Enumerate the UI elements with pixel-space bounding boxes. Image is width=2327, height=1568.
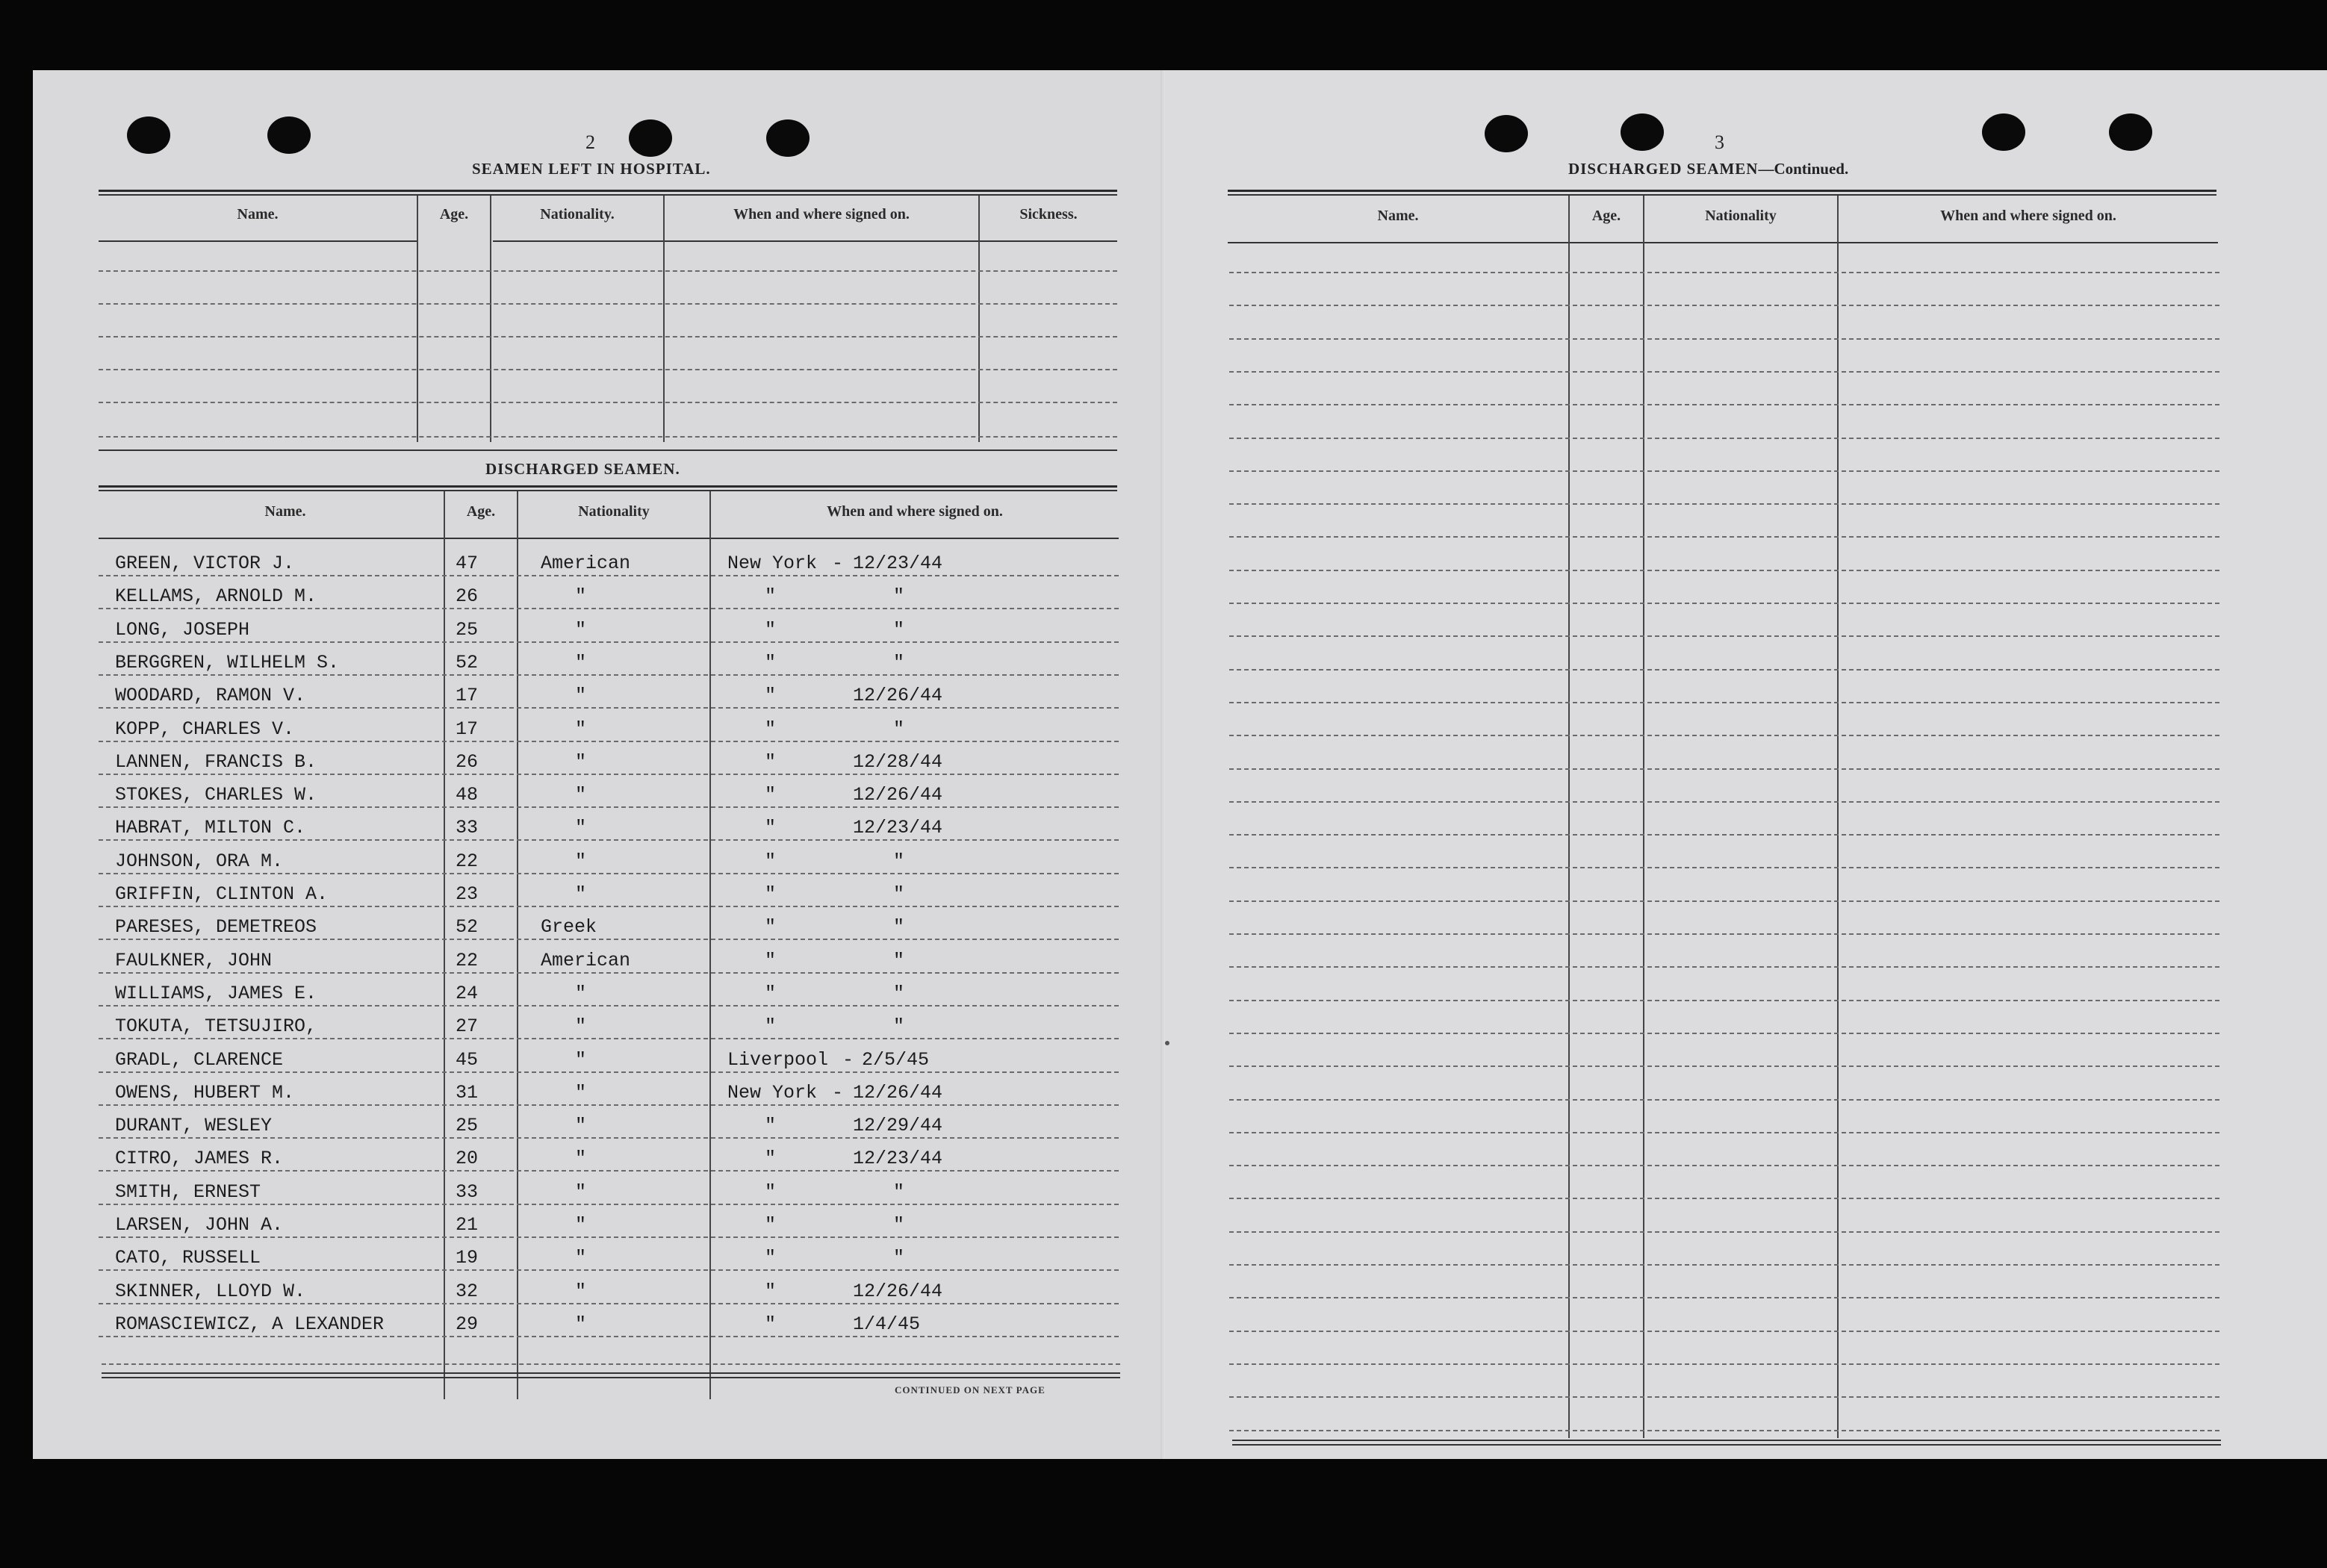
row-line: [99, 774, 1119, 775]
column-divider: [978, 196, 980, 442]
row-line: [99, 641, 1119, 643]
signed-on-date: 12/28/44: [853, 750, 943, 773]
seaman-age: 33: [456, 817, 479, 839]
seaman-name: BERGGREN, WILHELM S.: [115, 651, 340, 673]
seaman-nationality: ": [575, 850, 587, 872]
seaman-name: DURANT, WESLEY: [115, 1115, 273, 1137]
row-line: [99, 1071, 1119, 1073]
column-header-name: Name.: [264, 503, 306, 520]
signed-on-place: New York: [727, 553, 818, 574]
seaman-name: KELLAMS, ARNOLD M.: [115, 585, 317, 608]
header-underline: [493, 240, 1117, 242]
row-line: [99, 839, 1119, 841]
signed-on-separator: -: [832, 1081, 844, 1104]
rule: [99, 449, 1117, 451]
signed-on-place: ": [765, 784, 777, 806]
signed-on-place: ": [765, 982, 777, 1004]
punch-hole: [1485, 115, 1528, 152]
signed-on-date: ": [893, 718, 905, 740]
empty-row-line: [1229, 735, 2219, 736]
signed-on-place: ": [765, 1015, 777, 1038]
table-row: [33, 1208, 1164, 1241]
signed-on-date: 12/26/44: [853, 1280, 943, 1302]
column-header-age: Age.: [466, 503, 496, 520]
ledger-spread: [33, 70, 2327, 1459]
seaman-age: 19: [456, 1247, 479, 1269]
table-row: [33, 1275, 1164, 1307]
table-row: [33, 778, 1164, 811]
row-line: [99, 1303, 1119, 1304]
column-header-name: Name.: [1377, 208, 1419, 224]
punch-hole: [766, 119, 810, 157]
row-line: [99, 608, 1119, 609]
table-row: [33, 811, 1164, 844]
seaman-age: 52: [456, 651, 479, 673]
seaman-name: FAULKNER, JOHN: [115, 949, 273, 971]
signed-on-place: ": [765, 916, 777, 939]
empty-row-line: [1229, 1000, 2219, 1001]
seaman-nationality: ": [575, 1247, 587, 1269]
seaman-name: SKINNER, LLOYD W.: [115, 1280, 306, 1302]
table-row: [33, 1175, 1164, 1208]
seaman-name: GRIFFIN, CLINTON A.: [115, 883, 329, 905]
seaman-age: 52: [456, 916, 479, 939]
signed-on-place: ": [765, 618, 777, 641]
row-line: [99, 741, 1119, 742]
seaman-age: 17: [456, 685, 479, 707]
empty-row-line: [1229, 438, 2219, 439]
seaman-age: 29: [456, 1313, 479, 1335]
hospital-section-title: SEAMEN LEFT IN HOSPITAL.: [472, 160, 711, 178]
column-divider: [490, 196, 491, 442]
signed-on-date: ": [893, 883, 905, 905]
seaman-name: WILLIAMS, JAMES E.: [115, 982, 317, 1004]
seaman-nationality: ": [575, 1280, 587, 1302]
table-row: [33, 1307, 1164, 1340]
seaman-nationality: ": [575, 784, 587, 806]
seaman-age: 33: [456, 1180, 479, 1203]
page-number: 3: [1715, 131, 1724, 153]
seaman-nationality: ": [575, 1081, 587, 1104]
empty-row-line: [1229, 272, 2219, 273]
table-row: [33, 1142, 1164, 1175]
signed-on-date: ": [893, 949, 905, 971]
empty-row-line: [99, 402, 1117, 403]
seaman-name: LARSEN, JOHN A.: [115, 1214, 284, 1236]
signed-on-place: ": [765, 949, 777, 971]
table-row: [33, 745, 1164, 778]
empty-row-line: [1229, 536, 2219, 538]
column-header-age: Age.: [439, 206, 469, 223]
empty-row-line: [1229, 966, 2219, 968]
header-underline: [99, 538, 1119, 539]
signed-on-date: ": [893, 916, 905, 939]
seaman-name: SMITH, ERNEST: [115, 1180, 261, 1203]
signed-on-date: ": [893, 850, 905, 872]
signed-on-date: 12/23/44: [853, 817, 943, 839]
signed-on-date: 12/26/44: [853, 784, 943, 806]
seaman-nationality: ": [575, 1115, 587, 1137]
seaman-name: JOHNSON, ORA M.: [115, 850, 284, 872]
empty-row-line: [1229, 1132, 2219, 1133]
seaman-name: ROMASCIEWICZ, A LEXANDER: [115, 1313, 385, 1335]
table-row: [33, 547, 1164, 579]
paper-speck: [1165, 1041, 1169, 1045]
column-divider: [417, 196, 418, 442]
seaman-age: 27: [456, 1015, 479, 1038]
column-header-nationality: Nationality.: [540, 206, 615, 223]
rule: [1228, 194, 2216, 196]
seaman-nationality: American: [541, 553, 631, 574]
seaman-nationality: ": [575, 1015, 587, 1038]
table-row: [33, 877, 1164, 910]
signed-on-date: 12/29/44: [853, 1115, 943, 1137]
seaman-nationality: ": [575, 1214, 587, 1236]
seaman-nationality: ": [575, 685, 587, 707]
empty-row-line: [1229, 900, 2219, 902]
seaman-age: 22: [456, 949, 479, 971]
signed-on-place: ": [765, 1313, 777, 1335]
empty-row-line: [1229, 834, 2219, 836]
column-header-nationality: Nationality: [578, 503, 650, 520]
table-row: [33, 712, 1164, 745]
rule: [1228, 190, 2216, 192]
table-row: [33, 579, 1164, 612]
signed-on-date: ": [893, 1015, 905, 1038]
signed-on-place: ": [765, 585, 777, 608]
seaman-age: 26: [456, 585, 479, 608]
seaman-name: KOPP, CHARLES V.: [115, 718, 295, 740]
rule: [1232, 1444, 2221, 1446]
seaman-nationality: ": [575, 585, 587, 608]
title-suffix: —Continued.: [1758, 160, 1849, 178]
column-divider: [663, 196, 665, 442]
empty-row-line: [1229, 1430, 2219, 1431]
seaman-age: 24: [456, 982, 479, 1004]
empty-row-line: [1229, 702, 2219, 703]
empty-row-line: [1229, 1065, 2219, 1067]
seaman-nationality: ": [575, 618, 587, 641]
seaman-age: 26: [456, 750, 479, 773]
empty-row-line: [1229, 570, 2219, 571]
seaman-age: 21: [456, 1214, 479, 1236]
column-divider: [1568, 196, 1570, 1438]
table-row: [33, 1076, 1164, 1109]
row-line: [99, 972, 1119, 974]
table-row: [33, 944, 1164, 977]
punch-hole: [127, 116, 170, 154]
seaman-nationality: ": [575, 1313, 587, 1335]
seaman-nationality: ": [575, 883, 587, 905]
seaman-age: 22: [456, 850, 479, 872]
seaman-age: 25: [456, 1115, 479, 1137]
empty-row-line: [1229, 669, 2219, 671]
empty-row-line: [1229, 603, 2219, 604]
empty-row-line: [99, 369, 1117, 370]
signed-on-date: ": [893, 1247, 905, 1269]
seaman-name: GRADL, CLARENCE: [115, 1048, 284, 1071]
empty-row-line: [1229, 1297, 2219, 1298]
row-line: [99, 1170, 1119, 1172]
empty-row-line: [99, 436, 1117, 438]
empty-row-line: [1229, 1264, 2219, 1266]
seaman-age: 45: [456, 1048, 479, 1071]
signed-on-date: 12/26/44: [853, 685, 943, 707]
table-row: [33, 1043, 1164, 1076]
column-header-nationality: Nationality: [1705, 208, 1777, 224]
rule: [1232, 1440, 2221, 1441]
empty-row-line: [1229, 801, 2219, 803]
row-line: [99, 1204, 1119, 1205]
row-line: [99, 939, 1119, 940]
column-divider: [1837, 196, 1839, 1438]
row-line: [99, 575, 1119, 576]
punch-hole: [267, 116, 311, 154]
signed-on-date: ": [893, 1214, 905, 1236]
seaman-name: HABRAT, MILTON C.: [115, 817, 306, 839]
empty-row-line: [1229, 1363, 2219, 1365]
empty-row-line: [1229, 404, 2219, 405]
seaman-age: 23: [456, 883, 479, 905]
empty-row-line: [1229, 371, 2219, 373]
table-row: [33, 844, 1164, 877]
rule: [102, 1372, 1120, 1374]
seaman-age: 17: [456, 718, 479, 740]
page-number: 2: [585, 131, 595, 153]
row-line: [99, 1236, 1119, 1238]
signed-on-place: ": [765, 1148, 777, 1170]
signed-on-place: ": [765, 651, 777, 673]
signed-on-date: ": [893, 982, 905, 1004]
rule: [99, 190, 1117, 192]
signed-on-date: ": [893, 651, 905, 673]
table-row: [33, 910, 1164, 943]
seaman-name: STOKES, CHARLES W.: [115, 784, 317, 806]
seaman-name: OWENS, HUBERT M.: [115, 1081, 295, 1104]
seaman-name: CATO, RUSSELL: [115, 1247, 261, 1269]
seaman-nationality: ": [575, 1180, 587, 1203]
seaman-name: CITRO, JAMES R.: [115, 1148, 284, 1170]
empty-row-line: [1229, 1165, 2219, 1166]
row-line: [99, 1137, 1119, 1139]
column-header-signed-on: When and where signed on.: [1940, 208, 2116, 224]
seaman-age: 31: [456, 1081, 479, 1104]
empty-row-line: [1229, 305, 2219, 306]
seaman-name: LANNEN, FRANCIS B.: [115, 750, 317, 773]
seaman-age: 20: [456, 1148, 479, 1170]
signed-on-date: ": [893, 618, 905, 641]
rule: [99, 485, 1117, 488]
empty-row-line: [1229, 1099, 2219, 1101]
column-header-signed-on: When and where signed on.: [733, 206, 910, 223]
punch-hole: [2109, 113, 2152, 151]
seaman-age: 25: [456, 618, 479, 641]
empty-row-line: [1229, 1231, 2219, 1233]
signed-on-date: ": [893, 585, 905, 608]
seaman-nationality: ": [575, 1148, 587, 1170]
header-underline: [1228, 242, 2218, 243]
row-line: [99, 674, 1119, 676]
column-header-age: Age.: [1591, 208, 1621, 224]
rule: [102, 1377, 1120, 1378]
seaman-nationality: ": [575, 651, 587, 673]
signed-on-place: ": [765, 1115, 777, 1137]
row-line: [99, 707, 1119, 709]
empty-row-line: [102, 1363, 1120, 1365]
signed-on-place: ": [765, 1280, 777, 1302]
seaman-age: 47: [456, 553, 479, 574]
row-line: [99, 1104, 1119, 1106]
empty-row-line: [1229, 1198, 2219, 1199]
signed-on-date: 12/26/44: [853, 1081, 943, 1104]
seaman-name: LONG, JOSEPH: [115, 618, 250, 641]
table-row: [33, 1109, 1164, 1142]
seaman-nationality: ": [575, 718, 587, 740]
empty-row-line: [1229, 470, 2219, 472]
seaman-age: 32: [456, 1280, 479, 1302]
seaman-nationality: ": [575, 750, 587, 773]
column-header-name: Name.: [237, 206, 279, 223]
right-page: [1165, 70, 2327, 1459]
discharged-section-title: DISCHARGED SEAMEN.: [485, 460, 680, 478]
title-main: DISCHARGED SEAMEN: [1568, 160, 1759, 178]
seaman-nationality: ": [575, 982, 587, 1004]
signed-on-place: New York: [727, 1081, 818, 1104]
row-line: [99, 906, 1119, 907]
signed-on-place: Liverpool: [727, 1048, 829, 1071]
seaman-nationality: ": [575, 817, 587, 839]
signed-on-separator: -: [842, 1048, 854, 1071]
row-line: [99, 1336, 1119, 1337]
column-header-signed-on: When and where signed on.: [827, 503, 1003, 520]
left-page: [33, 70, 1164, 1459]
rule: [99, 490, 1117, 491]
discharged-continued-title: [1568, 160, 1848, 178]
signed-on-separator: -: [832, 553, 844, 574]
signed-on-date: ": [893, 1180, 905, 1203]
table-row: [33, 1241, 1164, 1274]
seaman-nationality: Greek: [541, 916, 597, 939]
seaman-name: GREEN, VICTOR J.: [115, 553, 295, 574]
seaman-name: WOODARD, RAMON V.: [115, 685, 306, 707]
empty-row-line: [1229, 503, 2219, 505]
signed-on-place: ": [765, 685, 777, 707]
column-header-sickness: Sickness.: [1019, 206, 1078, 223]
row-line: [99, 1269, 1119, 1271]
header-underline: [99, 240, 417, 242]
signed-on-place: ": [765, 850, 777, 872]
signed-on-date: 2/5/45: [862, 1048, 930, 1071]
table-row: [33, 679, 1164, 712]
signed-on-place: ": [765, 883, 777, 905]
signed-on-place: ": [765, 750, 777, 773]
table-row: [33, 646, 1164, 679]
seaman-name: PARESES, DEMETREOS: [115, 916, 317, 939]
row-line: [99, 1005, 1119, 1007]
table-row: [33, 613, 1164, 646]
row-line: [99, 873, 1119, 874]
signed-on-place: ": [765, 817, 777, 839]
seaman-name: TOKUTA, TETSUJIRO,: [115, 1015, 317, 1038]
empty-row-line: [1229, 1396, 2219, 1398]
seaman-age: 48: [456, 784, 479, 806]
signed-on-date: 12/23/44: [853, 553, 943, 574]
punch-hole: [1982, 113, 2025, 151]
punch-hole: [1621, 113, 1664, 151]
continued-on-next-page-note: CONTINUED ON NEXT PAGE: [895, 1384, 1046, 1396]
seaman-nationality: American: [541, 949, 631, 971]
rule: [99, 194, 1117, 196]
row-line: [99, 806, 1119, 808]
signed-on-place: ": [765, 718, 777, 740]
row-line: [99, 1038, 1119, 1039]
empty-row-line: [99, 270, 1117, 272]
signed-on-place: ": [765, 1214, 777, 1236]
empty-row-line: [1229, 1033, 2219, 1034]
signed-on-date: 1/4/45: [853, 1313, 921, 1335]
signed-on-date: 12/23/44: [853, 1148, 943, 1170]
empty-row-line: [1229, 768, 2219, 770]
table-row: [33, 977, 1164, 1009]
empty-row-line: [1229, 867, 2219, 868]
empty-row-line: [1229, 338, 2219, 340]
empty-row-line: [1229, 933, 2219, 935]
seaman-nationality: ": [575, 1048, 587, 1071]
empty-row-line: [1229, 635, 2219, 637]
signed-on-place: ": [765, 1180, 777, 1203]
table-row: [33, 1009, 1164, 1042]
signed-on-place: ": [765, 1247, 777, 1269]
column-divider: [1643, 196, 1644, 1438]
empty-row-line: [99, 336, 1117, 337]
punch-hole: [629, 119, 672, 157]
empty-row-line: [99, 303, 1117, 305]
empty-row-line: [1229, 1331, 2219, 1332]
